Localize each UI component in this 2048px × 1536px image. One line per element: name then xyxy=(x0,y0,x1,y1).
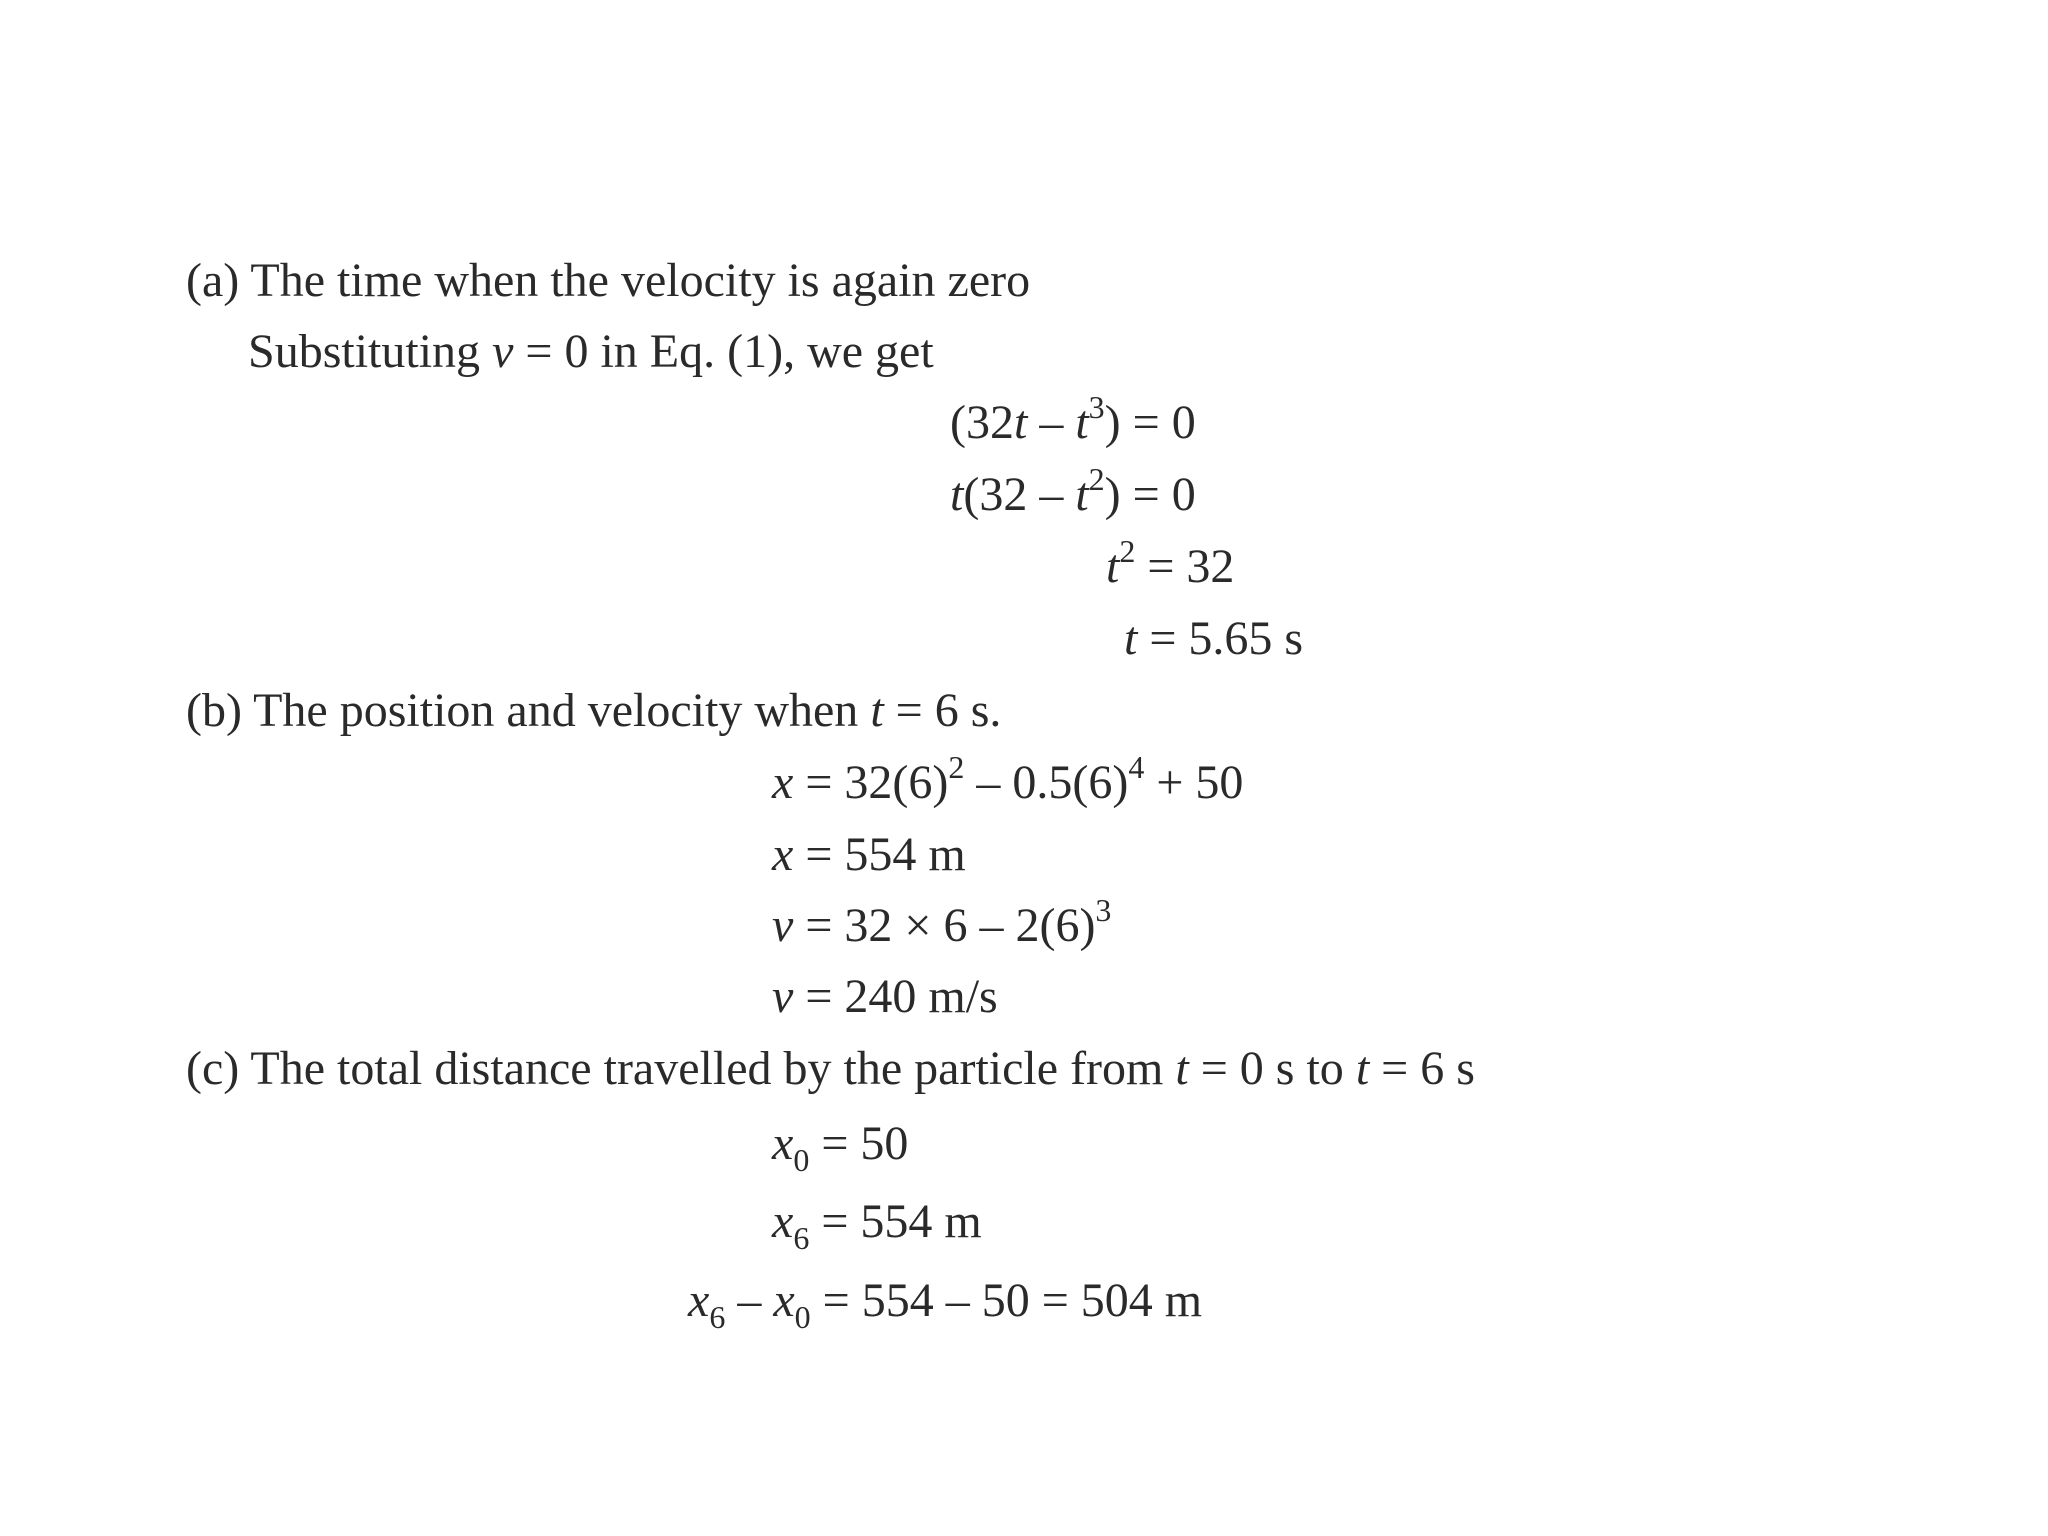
eq-part: = 554 m xyxy=(809,1195,982,1248)
eq-var: x xyxy=(688,1274,710,1327)
eq-var: x xyxy=(773,1274,795,1327)
intro-prefix: Substituting xyxy=(248,325,493,378)
part-a-eq4 xyxy=(1124,609,1303,669)
part-b-eq3 xyxy=(772,892,1112,956)
eq-part: (32 – xyxy=(963,468,1076,521)
eq-exponent: 2 xyxy=(948,749,965,785)
part-b-eq1 xyxy=(772,749,1244,813)
eq-part: = 32 × 6 – 2(6) xyxy=(793,899,1096,952)
eq-subscript: 0 xyxy=(793,1142,810,1178)
eq-exponent: 2 xyxy=(1119,533,1136,569)
heading-part: (b) The position and velocity when xyxy=(186,684,871,737)
eq-var: t xyxy=(1013,396,1028,449)
intro-suffix: = 0 in Eq. (1), we get xyxy=(513,325,934,378)
eq-part: = 32(6) xyxy=(793,756,949,809)
part-a-heading xyxy=(186,251,1030,311)
eq-var: v xyxy=(772,970,794,1023)
eq-var: t xyxy=(1106,540,1120,593)
part-a-eq3 xyxy=(1106,533,1235,597)
eq-subscript: 6 xyxy=(709,1299,726,1335)
part-c-eq2 xyxy=(772,1192,982,1256)
eq-exponent: 3 xyxy=(1088,389,1105,425)
eq-var: t xyxy=(1075,396,1089,449)
eq-var: x xyxy=(772,1195,794,1248)
eq-exponent: 2 xyxy=(1088,461,1105,497)
eq-part: ) = 0 xyxy=(1104,396,1196,449)
eq-var: v xyxy=(772,899,794,952)
part-a-eq1 xyxy=(950,389,1196,453)
eq-part: ) = 0 xyxy=(1104,468,1196,521)
eq-part: = 5.65 s xyxy=(1137,612,1304,665)
heading-var: t xyxy=(1355,1042,1370,1095)
part-c-eq3 xyxy=(688,1271,1203,1335)
eq-part: = 240 m/s xyxy=(793,970,998,1023)
part-a-heading-text: (a) The time when the velocity is again zero xyxy=(186,254,1031,307)
eq-var: t xyxy=(1124,612,1138,665)
eq-part: – xyxy=(1027,396,1076,449)
heading-var: t xyxy=(1175,1042,1189,1095)
eq-var: x xyxy=(772,828,794,881)
part-c-eq1 xyxy=(772,1114,909,1178)
intro-var: v xyxy=(492,325,514,378)
part-a-eq2 xyxy=(950,461,1196,525)
eq-part: = 32 xyxy=(1135,540,1235,593)
heading-part: (c) The total distance travelled by the particle from xyxy=(186,1042,1176,1095)
eq-part: = 554 – 50 = 504 m xyxy=(810,1274,1203,1327)
eq-part: = 554 m xyxy=(793,828,966,881)
eq-var: t xyxy=(950,468,964,521)
heading-var: t xyxy=(870,684,884,737)
part-b-heading xyxy=(186,681,1001,741)
eq-part: – 0.5(6) xyxy=(964,756,1129,809)
eq-part: (32 xyxy=(950,396,1014,449)
eq-var: t xyxy=(1075,468,1089,521)
eq-subscript: 6 xyxy=(793,1220,810,1256)
eq-part: + 50 xyxy=(1144,756,1244,809)
heading-part: = 6 s. xyxy=(883,684,1002,737)
eq-var: x xyxy=(772,1117,794,1170)
eq-part: – xyxy=(725,1274,774,1327)
eq-exponent: 4 xyxy=(1128,749,1145,785)
eq-exponent: 3 xyxy=(1095,892,1112,928)
part-c-heading xyxy=(186,1039,1475,1099)
heading-part: = 0 s to xyxy=(1188,1042,1356,1095)
part-b-eq2 xyxy=(772,825,966,885)
eq-var: x xyxy=(772,756,794,809)
part-b-eq4 xyxy=(772,967,998,1027)
heading-part: = 6 s xyxy=(1369,1042,1475,1095)
eq-part: = 50 xyxy=(809,1117,909,1170)
part-a-intro xyxy=(248,322,934,382)
eq-subscript: 0 xyxy=(794,1299,811,1335)
